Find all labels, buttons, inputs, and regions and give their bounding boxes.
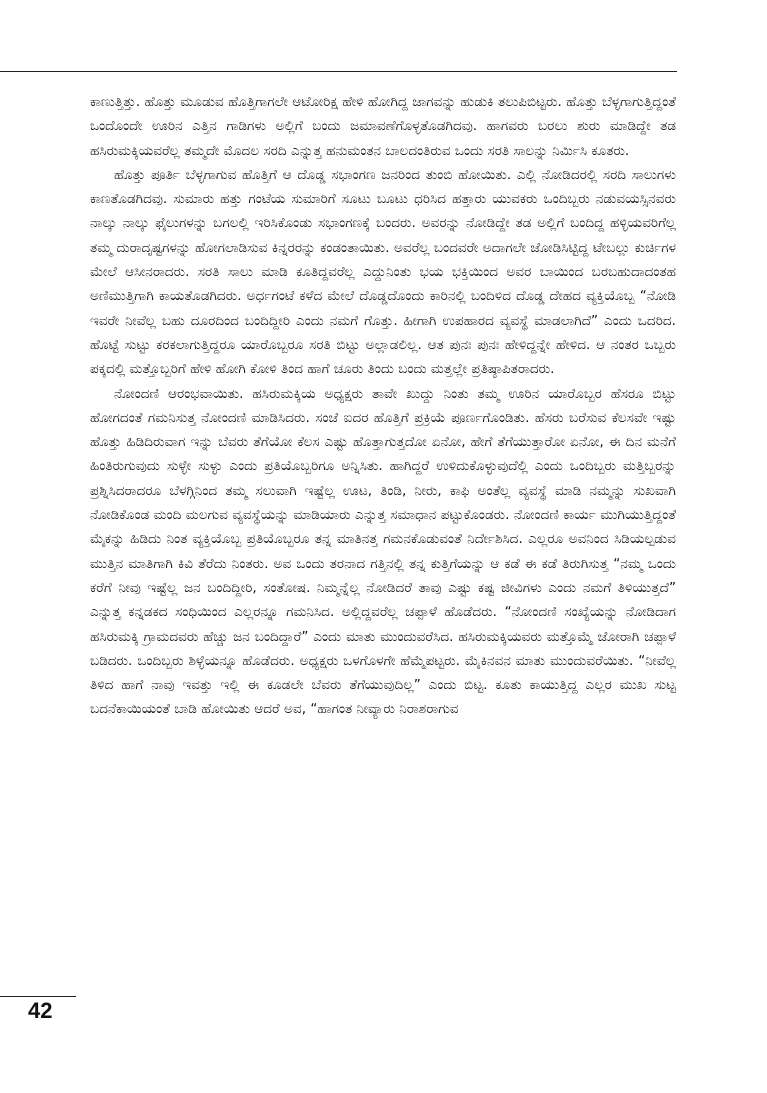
header-rule bbox=[0, 71, 677, 72]
page-number-rule bbox=[0, 996, 76, 997]
body-text bbox=[90, 90, 676, 722]
page-number: 42 bbox=[28, 998, 53, 1023]
paragraph-2: ಹೊತ್ತು ಪೂರ್ತಿ ಬೆಳ್ಳಗಾಗುವ ಹೊತ್ತಿಗೆ ಆ ದೊಡ್ಡ ಸಭಾಂಗಣ ಜನರಿಂದ ತುಂಬಿ ಹೋಯಿತು. ಎಲ್ಲಿ ನೋಡಿದರಲ್ಲಿ ಸರದಿ ಸಾಲುಗಳು ಕಾಣತೊಡಗಿದವು. ಸುಮಾರು ಹತ್ತು ಗಂಟೆಯ ಸುಮಾರಿಗೆ ಸೂಟು ಬೂಟು ಧರಿಸಿದ ಹತ್ತಾರು ಯುವಕರು ಒಂದಿಬ್ಬರು ನಡುವಯಸ್ಸಿನವರು ನಾಲ್ಕು ನಾಲ್ಕು ಫೈಲುಗಳನ್ನು ಬಗಲಲ್ಲಿ ಇರಿಸಿಕೊಂಡು ಸಭಾಂಗಣಕ್ಕೆ ಬಂದರು. ಅವರನ್ನು ನೋಡಿದ್ದೇ ತಡ ಅಲ್ಲಿಗೆ ಬಂದಿದ್ದ ಹಳ್ಳಿಯವರಿಗೆಲ್ಲ ತಮ್ಮ ದುರಾದೃಷ್ಟಗಳನ್ನು ಹೋಗಲಾಡಿಸುವ ಕಿನ್ನರರನ್ನು ಕಂಡಂತಾಯಿತು. ಅವರೆಲ್ಲ ಬಂದವರೇ ಅದಾಗಲೇ ಜೋಡಿಸಿಟ್ಟಿದ್ದ ಟೇಬಲ್ಲು ಕುರ್ಚಿಗಳ ಮೇಲೆ ಆಸೀನರಾದರು. ಸರತಿ ಸಾಲು ಮಾಡಿ ಕೂತಿದ್ದವರೆಲ್ಲ ಎದ್ದುನಿಂತು ಭಯ ಭಕ್ತಿಯಿಂದ ಅವರ ಬಾಯಿಂದ ಬರಬಹುದಾದಂತಹ ಅಣಿಮುತ್ತಿಗಾಗಿ ಕಾಯತೊಡಗಿದರು. ಅರ್ಧಗಂಟೆ ಕಳೆದ ಮೇಲೆ ದೊಡ್ಡದೊಂದು ಕಾರಿನಲ್ಲಿ ಬಂದಿಳಿದ ದೊಡ್ಡ ದೇಹದ ವ್ಯಕ್ತಿಯೊಬ್ಬ “ನೋಡಿ ಇವರೇ ನೀವೆಲ್ಲ ಬಹು ದೂರದಿಂದ ಬಂದಿದ್ದೀರಿ ಎಂದು ನಮಗೆ ಗೊತ್ತು. ಹೀಗಾಗಿ ಉಪಹಾರದ ವ್ಯವಸ್ಥೆ ಮಾಡಲಾಗಿದೆ” ಎಂದು ಒದರಿದ. ಹೊಟ್ಟೆ ಸುಟ್ಟು ಕರಕಲಾಗುತ್ತಿದ್ದರೂ ಯಾರೊಬ್ಬರೂ ಸರತಿ ಬಿಟ್ಟು ಅಲ್ಲಾಡಲಿಲ್ಲ. ಆತ ಪುನಃ ಪುನಃ ಹೇಳಿದ್ದನ್ನೇ ಹೇಳಿದ. ಆ ನಂತರ ಒಬ್ಬರು ಪಕ್ಕದಲ್ಲಿ ಮತ್ತೊಬ್ಬರಿಗೆ ಹೇಳಿ ಹೋಗಿ ಕೋಳಿ ತಿಂದ ಹಾಗೆ ಚೂರು ತಿಂದು ಬಂದು ಮತ್ತಲ್ಲೇ ಪ್ರತಿಷ್ಠಾಪಿತರಾದರು. bbox=[90, 166, 676, 378]
paragraph-1: ಕಾಣುತ್ತಿತ್ತು. ಹೊತ್ತು ಮೂಡುವ ಹೊತ್ತಿಗಾಗಲೇ ಆಟೋರಿಕ್ಷ ಹೇಳಿ ಹೋಗಿದ್ದ ಜಾಗವನ್ನು ಹುಡುಕಿ ತಲುಪಿಬಿಟ್ಟರು. ಹೊತ್ತು ಬೆಳ್ಳಗಾಗುತ್ತಿದ್ದಂತೆ ಒಂದೊಂದೇ ಊರಿನ ಎತ್ತಿನ ಗಾಡಿಗಳು ಅಲ್ಲಿಗೆ ಬಂದು ಜಮಾವಣೆಗೊಳ್ಳತೊಡಗಿದವು. ಹಾಗವರು ಬರಲು ಶುರು ಮಾಡಿದ್ದೇ ತಡ ಹಸಿರುಮಕ್ಕಿಯವರೆಲ್ಲ ತಮ್ಮದೇ ಮೊದಲ ಸರದಿ ಎನ್ನುತ್ತ ಹನುಮಂತನ ಬಾಲದಂತಿರುವ ಒಂದು ಸರತಿ ಸಾಲನ್ನು ನಿರ್ಮಿಸಿ ಕೂತರು. bbox=[90, 94, 676, 159]
paragraph-3: ನೋಂದಣಿ ಆರಂಭವಾಯಿತು. ಹಸಿರುಮಕ್ಕಿಯ ಅಧ್ಯಕ್ಷರು ತಾವೇ ಖುದ್ದು ನಿಂತು ತಮ್ಮ ಊರಿನ ಯಾರೊಬ್ಬರ ಹೆಸರೂ ಬಿಟ್ಟು ಹೋಗದಂತೆ ಗಮನಿಸುತ್ತ ನೋಂದಣಿ ಮಾಡಿಸಿದರು. ಸಂಜೆ ಐದರ ಹೊತ್ತಿಗೆ ಪ್ರಕ್ರಿಯೆ ಪೂರ್ಣಗೊಂಡಿತು. ಹೆಸರು ಬರೆಸುವ ಕೆಲಸವೇ ಇಷ್ಟು ಹೊತ್ತು ಹಿಡಿದಿರುವಾಗ ಇನ್ನು ಬೆವರು ತೆಗೆಯೋ ಕೆಲಸ ಎಷ್ಟು ಹೊತ್ತಾಗುತ್ತದೋ ಏನೋ, ಹೇಗೆ ತೆಗೆಯುತ್ತಾರೋ ಏನೋ, ಈ ದಿನ ಮನೆಗೆ ಹಿಂತಿರುಗುವುದು ಸುಳ್ಳೇ ಸುಳ್ಳು ಎಂದು ಪ್ರತಿಯೊಬ್ಬರಿಗೂ ಅನ್ನಿಸಿತು. ಹಾಗಿದ್ದರೆ ಉಳಿದುಕೊಳ್ಳುವುದೆಲ್ಲಿ ಎಂದು ಒಂದಿಬ್ಬರು ಮತ್ತಿಬ್ಬರನ್ನು ಪ್ರಶ್ನಿಸಿದರಾದರೂ ಬೆಳಗ್ಗಿನಿಂದ ತಮ್ಮ ಸಲುವಾಗಿ ಇಷ್ಟೆಲ್ಲ ಊಟ, ತಿಂಡಿ, ನೀರು, ಕಾಫಿ ಅಂತೆಲ್ಲ ವ್ಯವಸ್ಥೆ ಮಾಡಿ ನಮ್ಮನ್ನು ಸುಖವಾಗಿ ನೋಡಿಕೊಂಡ ಮಂದಿ ಮಲಗುವ ವ್ಯವಸ್ಥೆಯನ್ನು ಮಾಡಿಯಾರು ಎನ್ನುತ್ತ ಸಮಾಧಾನ ಪಟ್ಟುಕೊಂಡರು. ನೋಂದಣಿ ಕಾರ್ಯ ಮುಗಿಯುತ್ತಿದ್ದಂತೆ ಮೈಕನ್ನು ಹಿಡಿದು ನಿಂತ ವ್ಯಕ್ತಿಯೊಬ್ಬ ಪ್ರತಿಯೊಬ್ಬರೂ ತನ್ನ ಮಾತಿನತ್ತ ಗಮನಕೊಡುವಂತೆ ನಿರ್ದೇಶಿಸಿದ. ಎಲ್ಲರೂ ಅವನಿಂದ ಸಿಡಿಯಲ್ಪಡುವ ಮುತ್ತಿನ ಮಾತಿಗಾಗಿ ಕಿವಿ ತೆರೆದು ನಿಂತರು. ಅವ ಒಂದು ತರನಾದ ಗತ್ತಿನಲ್ಲಿ ತನ್ನ ಕುತ್ತಿಗೆಯನ್ನು ಆ ಕಡೆ ಈ ಕಡೆ ತಿರುಗಿಸುತ್ತ “ನಮ್ಮ ಒಂದು ಕರೆಗೆ ನೀವು ಇಷ್ಟೆಲ್ಲ ಜನ ಬಂದಿದ್ದೀರಿ, ಸಂತೋಷ. ನಿಮ್ಮನ್ನೆಲ್ಲ ನೋಡಿದರೆ ತಾವು ಎಷ್ಟು ಕಷ್ಟ ಜೀವಿಗಳು ಎಂದು ನಮಗೆ ತಿಳಿಯುತ್ತದೆ” ಎನ್ನುತ್ತ ಕನ್ನಡಕದ ಸಂಧಿಯಿಂದ ಎಲ್ಲರನ್ನೂ ಗಮನಿಸಿದ. ಅಲ್ಲಿದ್ದವರೆಲ್ಲ ಚಪ್ಪಾಳೆ ಹೊಡೆದರು. “ನೋಂದಣಿ ಸಂಖ್ಯೆಯನ್ನು ನೋಡಿದಾಗ ಹಸಿರುಮಕ್ಕಿ ಗ್ರಾಮದವರು ಹೆಚ್ಚು ಜನ ಬಂದಿದ್ದಾರೆ” ಎಂದು ಮಾತು ಮುಂದುವರೆಸಿದ. ಹಸಿರುಮಕ್ಕಿಯವರು ಮತ್ತೊಮ್ಮೆ ಜೋರಾಗಿ ಚಪ್ಪಾಳೆ ಬಡಿದರು. ಒಂದಿಬ್ಬರು ಶಿಳ್ಳೆಯನ್ನೂ ಹೊಡೆದರು. ಅಧ್ಯಕ್ಷರು ಒಳಗೊಳಗೇ ಹೆಮ್ಮೆಪಟ್ಟರು. ಮೈಕಿನವನ ಮಾತು ಮುಂದುವರೆಯಿತು. “ನೀವೆಲ್ಲ ತಿಳಿದ ಹಾಗೆ ನಾವು ಇವತ್ತು ಇಲ್ಲಿ ಈ ಕೂಡಲೇ ಬೆವರು ತೆಗೆಯುವುದಿಲ್ಲ” ಎಂದು ಬಿಟ್ಟ. ಕೂತು ಕಾಯುತ್ತಿದ್ದ ಎಲ್ಲರ ಮುಖ ಸುಟ್ಟ ಬದನೆಕಾಯಿಯಂತೆ ಬಾಡಿ ಹೋಯಿತು ಆದರೆ ಅವ, “ಹಾಗಂತ ನೀವ್ಯಾರು ನಿರಾಶರಾಗುವ bbox=[90, 385, 676, 718]
